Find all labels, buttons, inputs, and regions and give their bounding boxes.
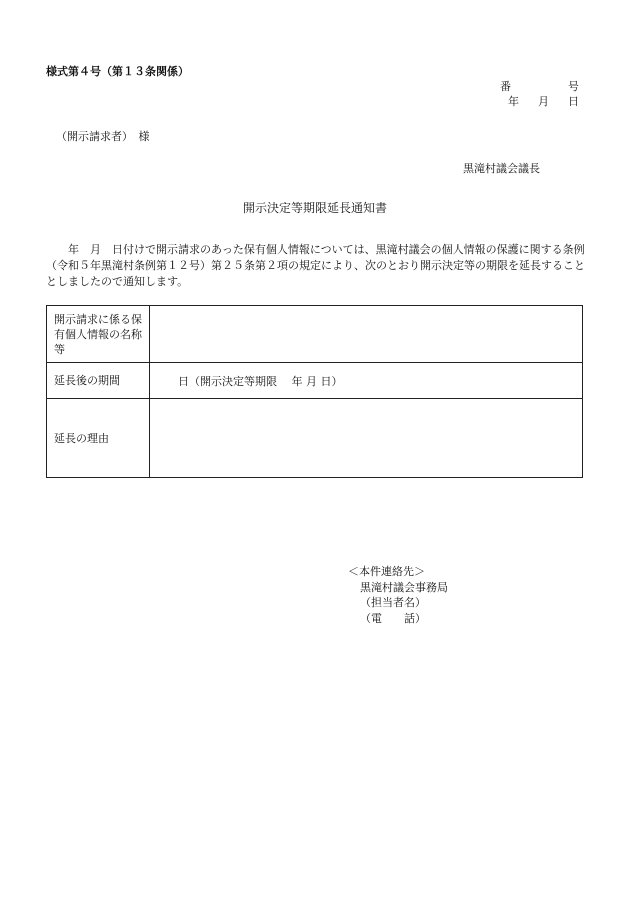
table-row (47, 306, 583, 363)
form-number: 様式第４号（第１３条関係） (46, 65, 189, 78)
contact-heading: ＜本件連絡先＞ (348, 565, 425, 578)
value-info-name (150, 306, 583, 363)
table-row (47, 399, 583, 478)
table-row (47, 363, 583, 399)
notice-table (46, 305, 583, 478)
date-month: 月 (538, 95, 549, 108)
issuer-name: 黒滝村議会議長 (463, 162, 540, 175)
value-extension-reason (150, 399, 583, 478)
date-day: 日 (568, 95, 579, 108)
contact-phone: （電 話） (360, 611, 426, 625)
contact-person: （担当者名） (360, 596, 426, 609)
requester-salutation: （開示請求者） 様 (56, 130, 150, 143)
contact-block (348, 564, 448, 626)
label-extension-reason: 延長の理由 (47, 399, 150, 478)
number-label-ban: 番 (500, 80, 511, 93)
label-extended-period: 延長後の期間 (47, 363, 150, 399)
notice-body: 年 月 日付けで開示請求のあった保有個人情報については、黒滝村議会の個人情報の保護に関する条例（令和５年黒滝村条例第１２号）第２５条第２項の規定により、次のとおり開示決定等の期限を延長することとしましたので通知します。 (46, 243, 585, 288)
date-year: 年 (508, 95, 519, 108)
label-info-name: 開示請求に係る保有個人情報の名称等 (47, 306, 150, 363)
value-extended-period: 日（開示決定等期限 年 月 日） (150, 363, 583, 399)
number-label-go: 号 (568, 80, 579, 93)
document-title: 開示決定等期限延長通知書 (242, 201, 387, 215)
contact-office: 黒滝村議会事務局 (360, 580, 448, 594)
